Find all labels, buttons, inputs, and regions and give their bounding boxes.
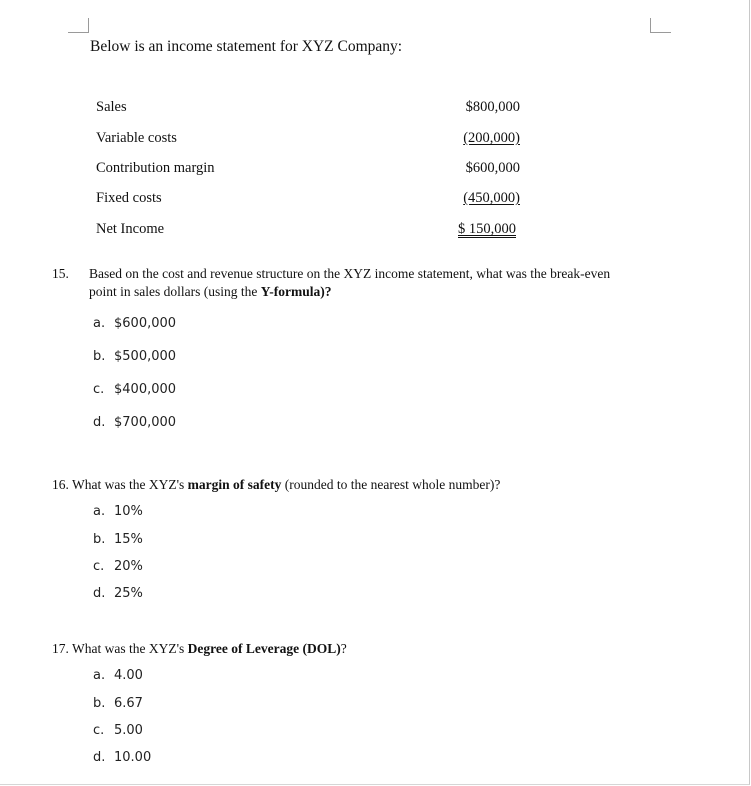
option-text: $700,000	[114, 415, 177, 430]
option-letter: b.	[93, 696, 106, 711]
question-17-post: ?	[340, 641, 347, 656]
option-17b	[93, 696, 143, 711]
option-letter: d.	[93, 415, 106, 430]
question-16-pre: What was the XYZ's	[72, 477, 188, 492]
statement-label: Fixed costs	[96, 190, 162, 206]
option-text: 20%	[114, 559, 143, 574]
question-16-text	[52, 476, 500, 494]
question-15-line2	[89, 283, 689, 301]
option-16a	[93, 504, 143, 519]
statement-amount: (450,000)	[463, 190, 520, 206]
option-15b	[93, 349, 176, 364]
option-text: $500,000	[114, 349, 177, 364]
option-text: 25%	[114, 586, 143, 601]
option-text: 6.67	[114, 696, 143, 711]
question-16-post: (rounded to the nearest whole number)?	[281, 477, 501, 492]
option-17a	[93, 668, 143, 683]
question-16-bold: margin of safety	[187, 477, 282, 492]
intro-text: Below is an income statement for XYZ Company:	[90, 38, 403, 55]
option-text: 15%	[114, 532, 143, 547]
option-15c	[93, 382, 176, 397]
option-16c	[93, 559, 143, 574]
question-16-number: 16.	[52, 477, 69, 492]
crop-mark-right	[650, 18, 671, 33]
option-17c	[93, 723, 143, 738]
option-letter: a.	[93, 668, 106, 683]
option-letter: b.	[93, 532, 106, 547]
question-17-text	[52, 640, 347, 658]
statement-amount: $600,000	[465, 160, 520, 176]
option-text: $400,000	[114, 382, 177, 397]
statement-label: Variable costs	[96, 130, 177, 146]
statement-label: Contribution margin	[96, 160, 215, 176]
question-15-number: 15.	[52, 266, 69, 281]
statement-label: Sales	[96, 99, 127, 115]
question-17-number: 17.	[52, 641, 69, 656]
question-17-bold: Degree of Leverage (DOL)	[187, 641, 341, 656]
option-letter: a.	[93, 504, 106, 519]
question-17-pre: What was the XYZ's	[72, 641, 188, 656]
option-letter: c.	[93, 559, 105, 574]
option-15a	[93, 316, 176, 331]
option-letter: d.	[93, 586, 106, 601]
question-15-text	[89, 265, 689, 301]
option-17d	[93, 750, 151, 765]
option-text: 4.00	[114, 668, 143, 683]
option-letter: a.	[93, 316, 106, 331]
option-letter: b.	[93, 349, 106, 364]
option-16d	[93, 586, 143, 601]
option-16b	[93, 532, 143, 547]
option-letter: c.	[93, 723, 105, 738]
option-letter: c.	[93, 382, 105, 397]
option-text: 10.00	[114, 750, 152, 765]
option-text: 10%	[114, 504, 143, 519]
question-15-line1: Based on the cost and revenue structure on the XYZ income statement, what was the break-even	[89, 266, 611, 281]
option-text: $600,000	[114, 316, 177, 331]
statement-amount: $800,000	[465, 99, 520, 115]
option-letter: d.	[93, 750, 106, 765]
question-15-line2-text: point in sales dollars (using the	[89, 284, 261, 299]
crop-mark-left	[68, 18, 89, 33]
option-15d	[93, 415, 176, 430]
option-text: 5.00	[114, 723, 143, 738]
statement-label: Net Income	[96, 221, 165, 237]
statement-amount: (200,000)	[463, 130, 520, 146]
statement-amount: $ 150,000	[458, 221, 516, 237]
question-15-line2-bold: Y-formula)?	[260, 284, 332, 299]
